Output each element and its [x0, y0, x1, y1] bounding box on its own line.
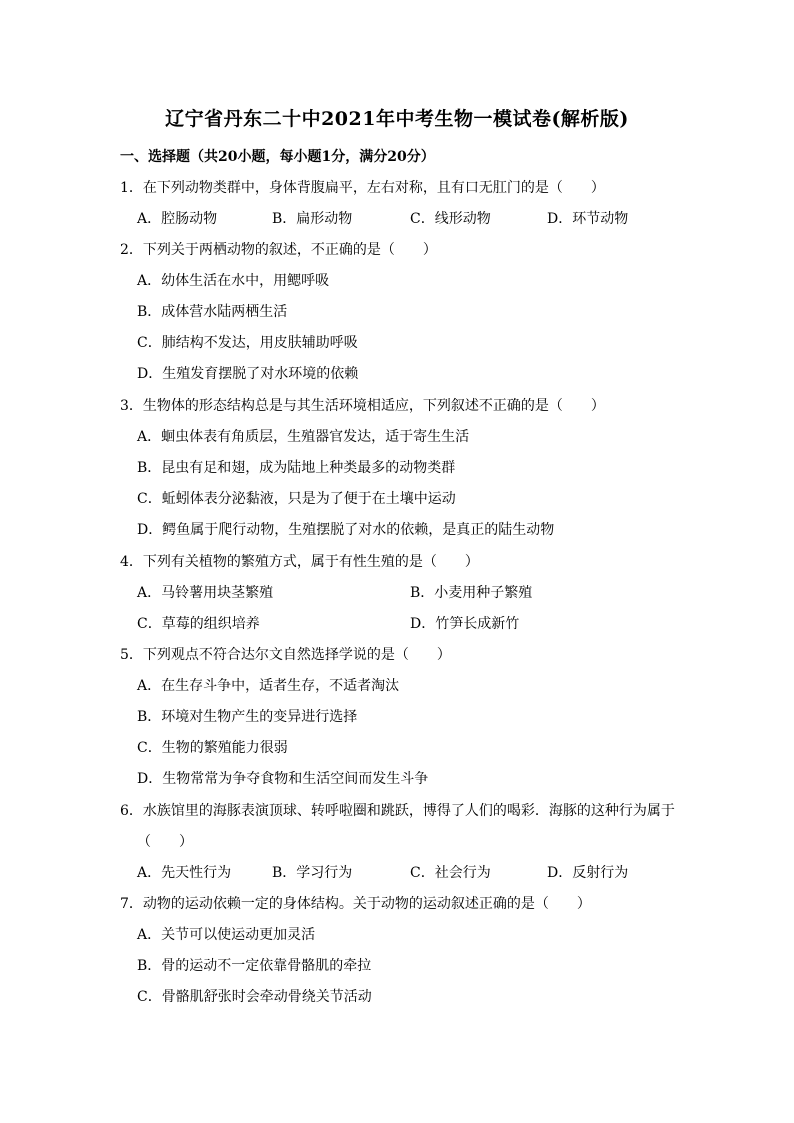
question-2-option-d: D．生殖发育摆脱了对水环境的依赖	[137, 366, 359, 382]
question-5-option-d: D．生物常常为争夺食物和生活空间而发生斗争	[137, 771, 429, 787]
question-4-option-b: B．小麦用种子繁殖	[410, 585, 533, 601]
question-7-option-b: B．骨的运动不一定依靠骨骼肌的牵拉	[137, 958, 372, 974]
question-5-stem: 5．下列观点不符合达尔文自然选择学说的是（ ）	[120, 647, 451, 663]
question-5-option-c: C．生物的繁殖能力很弱	[137, 740, 288, 756]
question-3-option-d: D．鳄鱼属于爬行动物，生殖摆脱了对水的依赖，是真正的陆生动物	[137, 522, 555, 538]
question-6-option-a: A．先天性行为	[137, 865, 232, 881]
question-6-option-d: D．反射行为	[547, 865, 629, 881]
question-5-option-a: A．在生存斗争中，适者生存，不适者淘汰	[137, 678, 400, 694]
question-2-stem: 2．下列关于两栖动物的叙述，不正确的是（ ）	[120, 242, 437, 258]
question-1-option-b: B．扁形动物	[272, 211, 353, 227]
question-1-option-d: D．环节动物	[547, 211, 629, 227]
question-5-option-b: B．环境对生物产生的变异进行选择	[137, 709, 358, 725]
question-3-stem: 3．生物体的形态结构总是与其生活环境相适应，下列叙述不正确的是（ ）	[120, 398, 605, 414]
section-heading: 一、选择题（共20小题，每小题1分，满分20分）	[120, 149, 435, 165]
question-6-option-c: C．社会行为	[410, 865, 491, 881]
question-7-option-a: A．关节可以使运动更加灵活	[137, 927, 316, 943]
question-3-option-c: C．蚯蚓体表分泌黏液，只是为了便于在土壤中运动	[137, 491, 456, 507]
question-4-option-d: D．竹笋长成新竹	[410, 616, 520, 632]
question-3-option-a: A．蛔虫体表有角质层，生殖器官发达，适于寄生生活	[137, 429, 470, 445]
question-1-option-c: C．线形动物	[410, 211, 491, 227]
question-2-option-c: C．肺结构不发达，用皮肤辅助呼吸	[137, 335, 358, 351]
question-1-stem: 1．在下列动物类群中，身体背腹扁平，左右对称，且有口无肛门的是（ ）	[120, 180, 605, 196]
question-6-option-b: B．学习行为	[272, 865, 353, 881]
question-4-option-c: C．草莓的组织培养	[137, 616, 260, 632]
question-1-option-a: A．腔肠动物	[137, 211, 218, 227]
question-2-option-a: A．幼体生活在水中，用鳃呼吸	[137, 273, 330, 289]
question-6-stem: 6．水族馆里的海豚表演顶球、转呼啦圈和跳跃，博得了人们的喝彩．海豚的这种行为属于	[120, 803, 675, 819]
question-7-option-c: C．骨骼肌舒张时会牵动骨绕关节活动	[137, 989, 372, 1005]
question-2-option-b: B．成体营水陆两栖生活	[137, 304, 288, 320]
question-6-stem-continuation: （ ）	[137, 834, 193, 850]
question-7-stem: 7．动物的运动依赖一定的身体结构。关于动物的运动叙述正确的是（ ）	[120, 896, 591, 912]
question-4-stem: 4．下列有关植物的繁殖方式，属于有性生殖的是（ ）	[120, 554, 479, 570]
question-3-option-b: B．昆虫有足和翅，成为陆地上种类最多的动物类群	[137, 460, 456, 476]
document-title: 辽宁省丹东二十中2021年中考生物一模试卷(解析版)	[165, 108, 629, 130]
question-4-option-a: A．马铃薯用块茎繁殖	[137, 585, 274, 601]
